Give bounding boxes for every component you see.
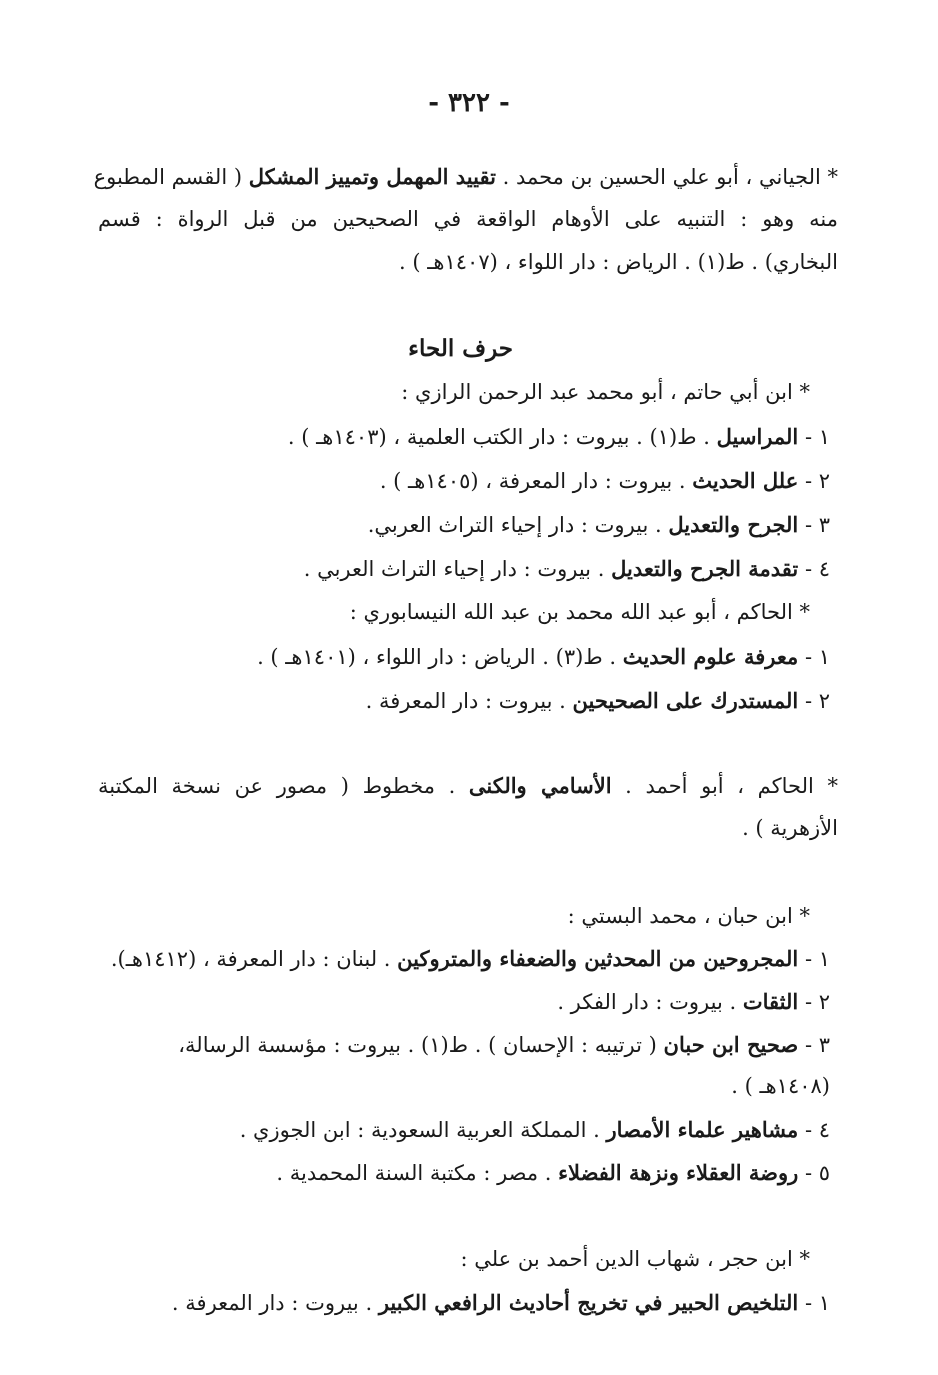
book-title: المجروحين من المحدثين والضعفاء والمتروكين (397, 946, 799, 971)
list-item (172, 1289, 830, 1317)
list-item-continuation (731, 1073, 830, 1100)
author-text: * الجياني ، أبو علي الحسين بن محمد . (502, 165, 838, 189)
publication-info: . المملكة العربية السعودية : ابن الجوزي . (239, 1118, 600, 1142)
book-title: الجرح والتعديل (668, 512, 799, 537)
book-title: صحيح ابن حبان (663, 1032, 799, 1057)
entry-jayyani-line-3: البخاري) . ط(١) . الرياض : دار اللواء ، (١٤٠٧هـ ) . (399, 250, 838, 274)
publication-info: . ط(١) . بيروت : دار الكتب العلمية ، (١٤٠٣هـ ) . (287, 425, 710, 449)
author-hakim-naysaburi: * الحاكم ، أبو عبد الله محمد بن عبد الله النيسابوري : (349, 600, 810, 624)
book-title: تقييد المهمل وتمييز المشكل (248, 164, 496, 189)
item-number: ٢ - (804, 469, 830, 493)
item-number: ١ - (804, 1291, 830, 1315)
item-number: ٥ - (804, 1161, 830, 1185)
publication-info: . بيروت : دار الفكر . (557, 990, 737, 1014)
publication-info: . بيروت : دار إحياء التراث العربي . (303, 557, 605, 581)
list-item (366, 687, 830, 715)
book-title: تقدمة الجرح والتعديل (611, 556, 799, 581)
author-ibn-abi-hatim: * ابن أبي حاتم ، أبو محمد عبد الرحمن الرازي : (401, 380, 810, 404)
book-title: المستدرك على الصحيحين (572, 688, 799, 713)
section-heading: حرف الحاء (408, 335, 513, 362)
publication-info: . بيروت : دار المعرفة ، (١٤٠٥هـ ) . (379, 469, 686, 493)
list-item (304, 555, 830, 583)
item-number: ١ - (804, 947, 830, 971)
item-number: ٤ - (804, 557, 830, 581)
page-number: - ٣٢٢ - (428, 88, 510, 118)
entry-hakim-abu-ahmad-line-2: الأزهرية ) . (742, 816, 838, 840)
list-item (257, 643, 830, 671)
publication-info: (١٤٠٨هـ ) . (731, 1074, 830, 1098)
publication-info: . بيروت : دار المعرفة . (365, 689, 566, 713)
book-title: المراسيل (716, 424, 799, 449)
book-title: مشاهير علماء الأمصار (606, 1117, 799, 1142)
entry-hakim-abu-ahmad-line-1 (98, 772, 838, 800)
entry-jayyani-line-2: منه وهو : التنبيه على الأوهام الواقعة في الصحيحين من قبل الرواة : قسم (98, 207, 838, 231)
book-title: الثقات (742, 989, 799, 1014)
entry-text: . مخطوط ( مصور عن نسخة المكتبة (98, 774, 456, 798)
list-item (178, 1031, 830, 1059)
list-item (288, 423, 830, 451)
publication-info: . ط(٣) . الرياض : دار اللواء ، (١٤٠١هـ ) . (257, 645, 617, 669)
book-title: روضة العقلاء ونزهة الفضلاء (558, 1160, 799, 1185)
author-ibn-hibban: * ابن حبان ، محمد البستي : (567, 904, 810, 928)
list-item (240, 1116, 830, 1144)
list-item (276, 1159, 830, 1187)
publication-info: . لبنان : دار المعرفة ، (١٤١٢هـ). (110, 947, 391, 971)
item-number: ٢ - (804, 990, 830, 1014)
list-item (368, 511, 830, 539)
publication-info: ( ترتيبه : الإحسان ) . ط(١) . بيروت : مؤسسة الرسالة، (178, 1033, 657, 1057)
publication-info: . بيروت : دار المعرفة . (171, 1291, 373, 1315)
entry-text: ( القسم المطبوع (93, 165, 243, 189)
item-number: ٣ - (804, 1033, 830, 1057)
book-title: علل الحديث (692, 468, 799, 493)
author-text: * الحاكم ، أبو أحمد . (625, 774, 838, 798)
item-number: ٣ - (804, 513, 830, 537)
list-item (380, 467, 830, 495)
item-number: ٤ - (804, 1118, 830, 1142)
item-number: ٢ - (804, 689, 830, 713)
list-item (557, 988, 830, 1016)
list-item (111, 945, 830, 973)
item-number: ١ - (804, 425, 830, 449)
author-ibn-hajar: * ابن حجر ، شهاب الدين أحمد بن علي : (460, 1247, 810, 1271)
entry-jayyani-line-1 (93, 163, 838, 191)
book-title: الأسامي والكنى (468, 773, 612, 798)
item-number: ١ - (804, 645, 830, 669)
publication-info: . مصر : مكتبة السنة المحمدية . (276, 1161, 552, 1185)
publication-info: . بيروت : دار إحياء التراث العربي. (367, 513, 662, 537)
book-title: معرفة علوم الحديث (622, 644, 799, 669)
book-title: التلخيص الحبير في تخريج أحاديث الرافعي الكبير (378, 1290, 799, 1315)
